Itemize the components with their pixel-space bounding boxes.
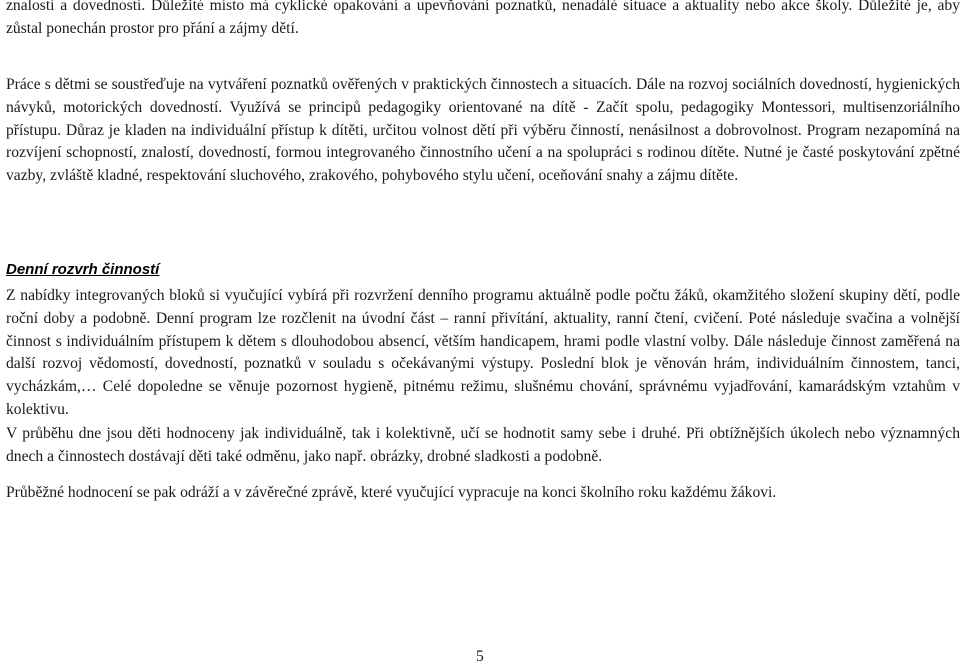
page-number: 5 (476, 648, 484, 665)
paragraph-evaluation: V průběhu dne jsou děti hodnoceny jak individuálně, tak i kolektivně, učí se hodnotit samy sebe i druhé. Při obtížnějších úkolech nebo významných dnech a činnostech dostávají děti také odměnu, jako např. obrázky, drobné sladkosti a podobně. (6, 425, 960, 465)
paragraph-intro-continuation: znalostí a dovedností. Důležité místo má cyklické opakování a upevňování poznatků, nenadálé situace a aktuality nebo akce školy. Důležité je, aby zůstal ponechán prostor pro přání a zájmy dětí. (6, 0, 960, 37)
paragraph-continuous-evaluation: Průběžné hodnocení se pak odráží a v závěrečné zprávě, které vyučující vypracuje na konci školního roku každému žákovi. (6, 484, 777, 501)
paragraph-work-with-children: Práce s dětmi se soustřeďuje na vytváření poznatků ověřených v praktických činnostech a situacích. Dále na rozvoj sociálních dovedností, hygienických návyků, motorických dovedností. Využívá se principů pedagogiky orientované na dítě - Začít spolu, pedagogiky Montessori, multisenzoriálního přístupu. Důraz je kladen na individuální přístup k dítěti, určitou volnost dětí při výběru činností, nenásilnost a dobrovolnost. Program nezapomíná na rozvíjení schopností, znalostí, dovedností, formou integrovaného činnostního učení a na spolupráci s rodinou dítěte. Nutné je časté poskytování zpětné vazby, zvláště kladné, respektování sluchového, zrakového, pohybového stylu učení, oceňování snahy a zájmu dítěte. (6, 76, 960, 185)
paragraph-daily-schedule: Z nabídky integrovaných bloků si vyučující vybírá při rozvržení denního programu aktuálně podle počtu žáků, okamžitého složení skupiny dětí, podle roční doby a podobně. Denní program lze rozčlenit na úvodní část – ranní přivítání, aktuality, ranní čtení, cvičení. Poté následuje svačina a volnější činnost s individuálním přístupem k dětem s dlouhodobou absencí, větším handicapem, hrami podle vlastní volby. Dále následuje činnost zaměřená na další rozvoj vědomostí, dovedností, poznatků v souladu s očekávanými výstupy. Poslední blok je věnován hrám, individuálním činnostem, tanci, vycházkám,… Celé dopoledne se věnuje pozornost hygieně, pitnému režimu, slušnému chování, správnému vyjadřování, kamarádským vztahům v kolektivu. (6, 287, 960, 418)
section-heading: Denní rozvrh činností (6, 261, 160, 278)
